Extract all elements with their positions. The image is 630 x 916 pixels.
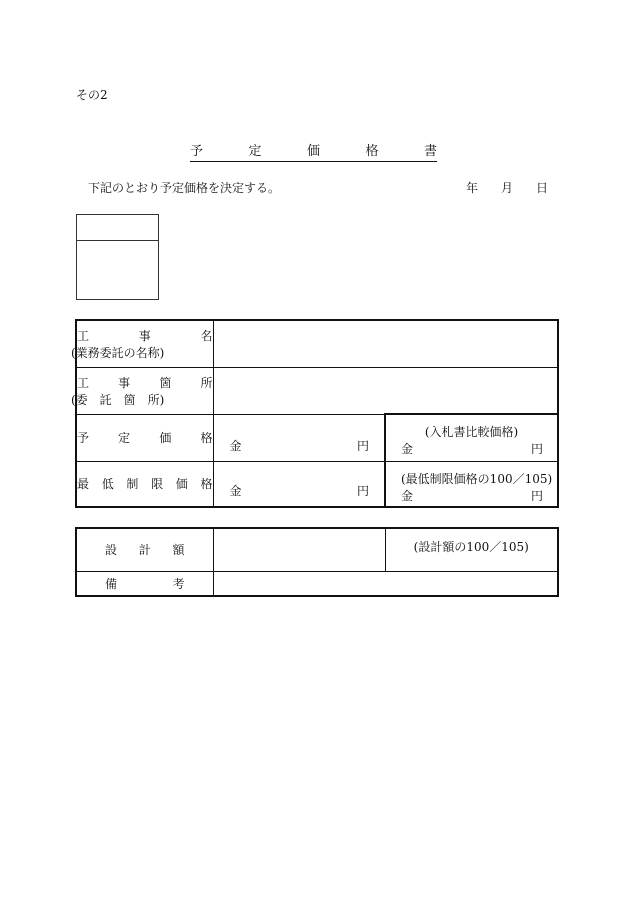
table-row bbox=[76, 414, 558, 461]
design-amount-ratio[interactable] bbox=[385, 528, 558, 571]
label-subline: (業務委託の名称) bbox=[71, 345, 165, 360]
page-number: その2 bbox=[76, 88, 108, 102]
construction-location-value[interactable] bbox=[213, 367, 558, 414]
minimum-price-value[interactable] bbox=[213, 461, 385, 507]
label-line: 最 低 制 限 価 格 bbox=[77, 477, 213, 492]
design-amount-value[interactable] bbox=[213, 528, 385, 571]
approval-stamp-box bbox=[76, 214, 159, 300]
yen-suffix: 円 bbox=[356, 484, 369, 498]
title-char: 格 bbox=[365, 144, 379, 159]
design-table bbox=[75, 527, 559, 597]
label-line: 工 事 名 bbox=[77, 328, 213, 343]
yen-suffix: 円 bbox=[356, 438, 369, 453]
title-char: 予 bbox=[190, 144, 204, 159]
construction-location-label bbox=[71, 367, 213, 414]
minimum-ratio-note: (最低制限価格の100／105) bbox=[401, 471, 553, 486]
label-subline: (委 託 箇 所) bbox=[71, 392, 165, 407]
yen-prefix: 金 bbox=[401, 442, 414, 456]
design-ratio-note: (設計額の100／105) bbox=[413, 540, 529, 554]
document-title bbox=[190, 140, 437, 162]
bid-comparison-note: (入札書比較価格) bbox=[424, 425, 519, 439]
yen-prefix: 金 bbox=[229, 438, 242, 453]
month-label: 月 bbox=[500, 181, 513, 195]
date-field bbox=[466, 179, 548, 196]
label-line: 工 事 箇 所 bbox=[77, 375, 213, 390]
table-row bbox=[76, 320, 558, 367]
bid-comparison-price[interactable] bbox=[385, 414, 558, 461]
design-amount-label: 設 計 額 bbox=[76, 528, 213, 571]
table-row bbox=[76, 528, 558, 571]
yen-prefix: 金 bbox=[229, 484, 242, 498]
day-label: 日 bbox=[535, 181, 548, 195]
yen-prefix: 金 bbox=[401, 488, 414, 503]
table-row bbox=[76, 571, 558, 596]
label-line: 予 定 価 格 bbox=[77, 431, 213, 445]
remarks-label: 備 考 bbox=[76, 571, 213, 596]
construction-name-value[interactable] bbox=[213, 320, 558, 367]
construction-name-label bbox=[71, 320, 213, 367]
stamp-box-divider bbox=[77, 240, 158, 241]
price-table bbox=[71, 319, 559, 508]
planned-price-label bbox=[76, 414, 213, 461]
remarks-value[interactable] bbox=[213, 571, 558, 596]
planned-price-value[interactable] bbox=[213, 414, 385, 461]
year-label: 年 bbox=[466, 181, 479, 195]
title-char: 価 bbox=[306, 144, 320, 159]
statement-text: 下記のとおり予定価格を決定する。 bbox=[88, 181, 281, 195]
yen-suffix: 円 bbox=[530, 488, 543, 503]
title-char: 定 bbox=[248, 144, 262, 159]
minimum-price-ratio[interactable] bbox=[385, 461, 558, 507]
title-char: 書 bbox=[423, 144, 437, 159]
minimum-price-label bbox=[76, 461, 213, 507]
table-row bbox=[76, 461, 558, 507]
table-row bbox=[76, 367, 558, 414]
yen-suffix: 円 bbox=[530, 442, 543, 456]
